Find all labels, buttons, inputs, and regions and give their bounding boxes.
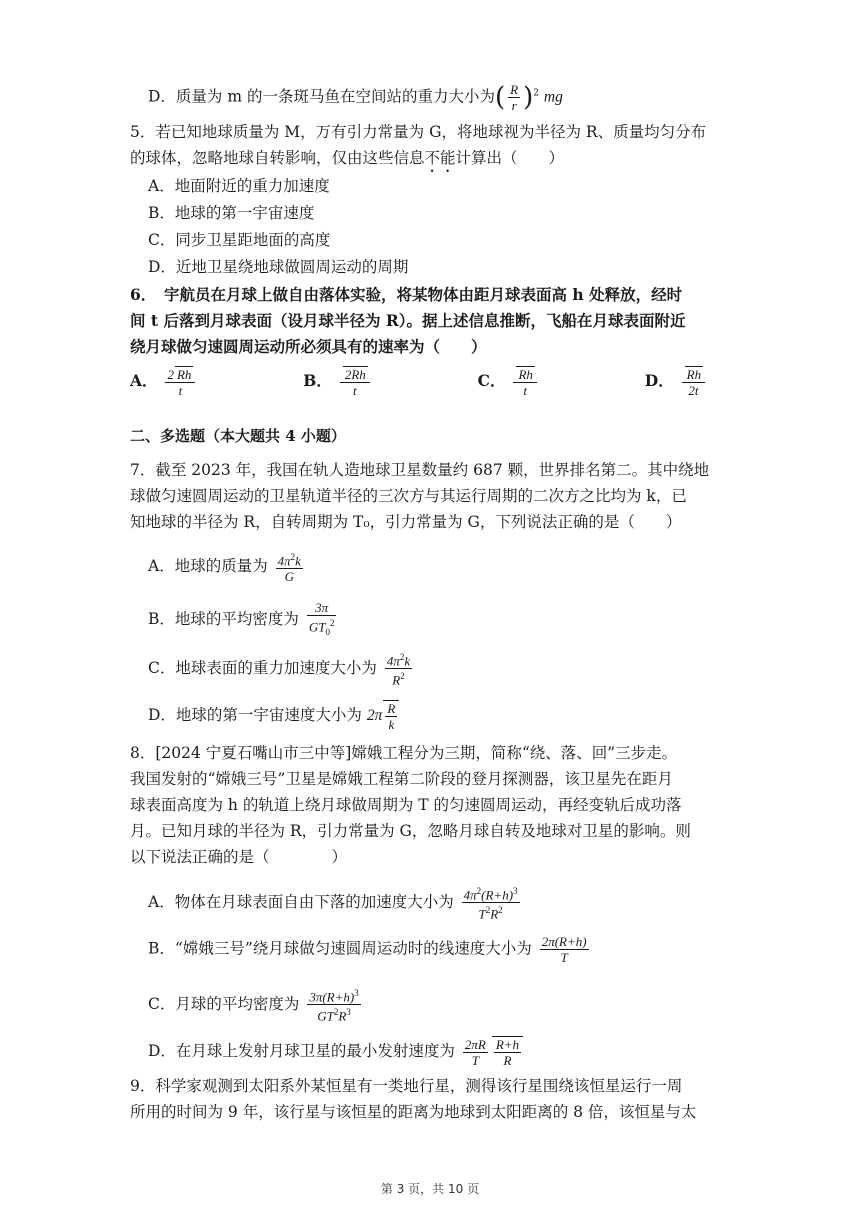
- q5-emphasis: 不能: [424, 149, 456, 167]
- q8-option-c-formula: $\frac{3\pi(R+h)^3}{GT^2R^3}$: [309, 988, 359, 1024]
- q7-line-1: 7．截至 2023 年，我国在轨人造地球卫星数量约 687 颗，世界排名第二。其中绕地: [130, 461, 710, 479]
- q6-option-b-formula: $\frac{2Rh}{t}$: [340, 366, 370, 398]
- q8-option-d-text: D．在月球上发射月球卫星的最小发射速度为: [148, 1042, 455, 1060]
- q7-option-b-formula: $\frac{3\pi}{GT_0^2}$: [308, 600, 335, 637]
- q7-option-c-text: C．地球表面的重力加速度大小为: [148, 658, 377, 677]
- q8-line-2: 我国发射的“嫦娥三号”卫星是嫦娥工程第二阶段的登月探测器，该卫星先在距月: [130, 770, 673, 788]
- q8-option-a: [148, 884, 748, 922]
- q8-option-a-formula: $\frac{4\pi^2(R+h)^3}{T^2R^2}$: [463, 886, 518, 922]
- q9-line-2: 所用的时间为 9 年，该行星与该恒星的距离为地球到太阳距离的 8 倍，该恒星与太: [130, 1103, 697, 1121]
- q6-options-row: [130, 366, 730, 398]
- q7-option-c-formula: $\frac{4\pi^2k}{R^2}$: [386, 652, 411, 688]
- q5-line-2a: 的球体，忽略地球自转影响，仅由这些信息: [130, 149, 425, 167]
- q8-option-c: [148, 986, 748, 1024]
- q7-option-a-text: A．地球的质量为: [148, 557, 268, 576]
- q6-option-d-formula: $\frac{Rh}{2t}$: [682, 366, 705, 398]
- q6-option-d-label: D．: [644, 371, 674, 390]
- q8-option-d-formula-a: $\frac{2\pi R}{T}$: [464, 1036, 486, 1068]
- q8-option-a-text: A．物体在月球表面自由下落的加速度大小为: [148, 892, 454, 911]
- q6-option-a-label: A．: [130, 371, 158, 390]
- q5-line-2b: 计算出（ ）: [455, 149, 565, 167]
- fraction-r-over-r: $\frac{R}{r}$: [510, 82, 519, 113]
- q7-option-d-text: D．地球的第一宇宙速度大小为: [148, 706, 362, 724]
- q6-option-b-label: B．: [303, 371, 332, 390]
- q8-option-c-text: C．月球的平均密度为: [148, 994, 300, 1013]
- q8-line-4: 月。已知月球的半径为 R，引力常量为 G，忽略月球自转及地球对卫星的影响。则: [130, 822, 691, 840]
- q7-option-b-text: B．地球的平均密度为: [148, 609, 299, 628]
- q6-line-2: 间 t 后落到月球表面（设月球半径为 R）。据上述信息推断，飞船在月球表面附近: [130, 311, 686, 330]
- q7-option-b: [148, 600, 748, 640]
- section-title: 二、多选题（本大题共 4 小题）: [130, 427, 346, 445]
- q8-line-3: 球表面高度为 h 的轨道上绕月球做周期为 T 的匀速圆周运动，再经变轨后成功落: [130, 796, 682, 814]
- q6-option-c-formula: $\frac{Rh}{t}$: [513, 366, 536, 398]
- q8-line-1: 8．[2024 宁夏石嘴山市三中等]嫦娥工程分为三期，简称“绕、落、回”三步走。: [130, 744, 678, 762]
- q8-option-b-formula: $\frac{2\pi(R+h)}{T}$: [541, 934, 587, 965]
- page-footer: 第 3 页，共 10 页: [380, 1182, 480, 1196]
- q5-option-b: B．地球的第一宇宙速度: [148, 204, 315, 222]
- q4-formula-tail: mg: [543, 88, 563, 106]
- q5-line-1: 5．若已知地球质量为 M，万有引力常量为 G，将地球视为半径为 R、质量均匀分布: [130, 123, 707, 141]
- q6-line-1: 6． 宇航员在月球上做自由落体实验，将某物体由距月球表面高 h 处释放，经时: [130, 285, 683, 304]
- q7-option-a-formula: $\frac{4\pi^2k}{G}$: [277, 552, 301, 585]
- q6-option-a-formula: $\frac{2 Rh}{t}$: [165, 366, 195, 398]
- q8-line-5: 以下说法正确的是（ ）: [130, 848, 348, 866]
- q7-line-3: 知地球的半径为 R，自转周期为 T₀，引力常量为 G，下列说法正确的是（ ）: [130, 513, 682, 531]
- q4-option-d-text: D．质量为 m 的一条斑马鱼在空间站的重力大小为: [148, 87, 495, 106]
- q8-option-b-text: B．“嫦娥三号”绕月球做匀速圆周运动时的线速度大小为: [148, 939, 532, 958]
- q8-option-b: [148, 934, 748, 965]
- q5-option-c: C．同步卫星距地面的高度: [148, 231, 331, 249]
- q5-option-d: D．近地卫星绕地球做圆周运动的周期: [148, 258, 409, 276]
- q6-option-c-label: C．: [477, 371, 506, 390]
- q7-option-a: [148, 550, 748, 584]
- q7-line-2: 球做匀速圆周运动的卫星轨道半径的三次方与其运行周期的二次方之比均为 k，已: [130, 487, 687, 505]
- q4-option-d: D．质量为 m 的一条斑马鱼在空间站的重力大小为( $\frac{R}{r}$ )$^2$ mg: [148, 82, 563, 113]
- q7-option-c: [148, 650, 748, 688]
- q6-line-3: 绕月球做匀速圆周运动所必须具有的速率为（ ）: [130, 337, 487, 356]
- q7-option-d: D．地球的第一宇宙速度大小为 2π $\frac{R}{k}$: [148, 700, 748, 732]
- q5-option-a: A．地面附近的重力加速度: [148, 177, 330, 195]
- q8-option-d: D．在月球上发射月球卫星的最小发射速度为 $\frac{2\pi R}{T}$ $\frac{R+h}{R}$: [148, 1036, 748, 1068]
- q5-line-2: [130, 147, 730, 176]
- q9-line-1: 9．科学家观测到太阳系外某恒星有一类地行星，测得该行星围绕该恒星运行一周: [130, 1077, 683, 1095]
